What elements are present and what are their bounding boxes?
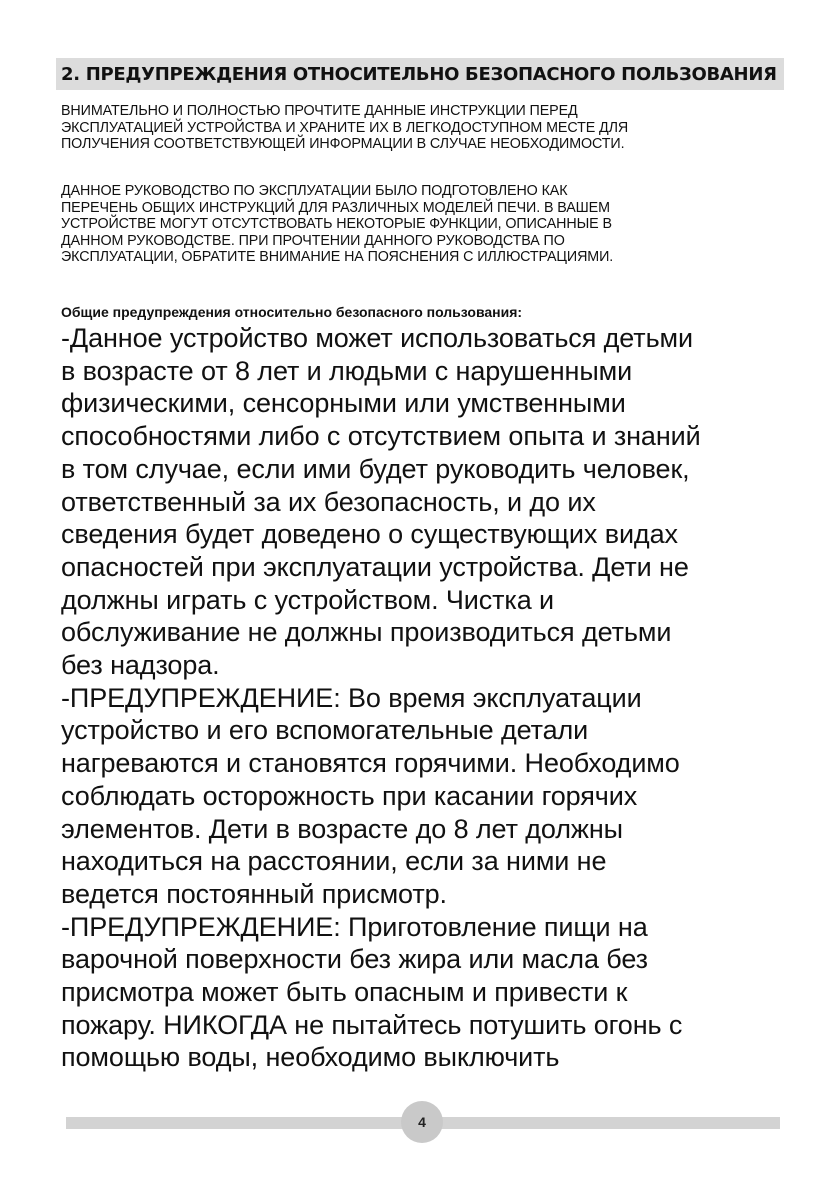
page-number-badge: [401, 1101, 443, 1143]
section-title: 2. ПРЕДУПРЕЖДЕНИЯ ОТНОСИТЕЛЬНО БЕЗОПАСНОГО ПОЛЬЗОВАНИЯ: [61, 63, 777, 85]
general-warnings-subheading: Общие предупреждения относительно безопасного пользования:: [61, 304, 523, 320]
page-number: 4: [418, 1114, 426, 1130]
section-header: [56, 58, 784, 90]
intro-paragraph-read-instructions: ВНИМАТЕЛЬНО И ПОЛНОСТЬЮ ПРОЧТИТЕ ДАННЫЕ ИНСТРУКЦИИ ПЕРЕД ЭКСПЛУАТАЦИЕЙ УСТРОЙСТВА И ХРАНИТЕ ИХ В ЛЕГКОДОСТУПНОМ МЕСТЕ ДЛЯ ПОЛУЧЕНИЯ СООТВЕТСТВУЮЩЕЙ ИНФОРМАЦИИ В СЛУЧАЕ НЕОБХОДИМОСТИ.: [61, 103, 629, 152]
general-warnings-body: -Данное устройство может использоваться детьми в возрасте от 8 лет и людьми с нарушенными физическими, сенсорными или умственными способностями либо с отсутствием опыта и знаний в том случае, если ими будет руководить человек, ответственный за их безопасность, и до их сведения будет доведено о существующих видах опасностей при эксплуатации устройства. Дети не должны играть с устройством. Чистка и обслуживание не должны производиться детьми без надзора. -ПРЕДУПРЕЖДЕНИЕ: Во время эксплуатации устройство и его вспомогательные детали нагреваются и становятся горячими. Необходимо соблюдать осторожность при касании горячих элементов. Дети в возрасте до 8 лет должны находиться на расстоянии, если за ними не ведется постоянный присмотр. -ПРЕДУПРЕЖДЕНИЕ: Приготовление пищи на варочной поверхности без жира или масла без присмотра может быть опасным и привести к пожару. НИКОГДА не пытайтесь потушить огонь с помощью воды, необходимо выключить: [61, 323, 701, 1073]
intro-paragraph-manual-scope: ДАННОЕ РУКОВОДСТВО ПО ЭКСПЛУАТАЦИИ БЫЛО ПОДГОТОВЛЕНО КАК ПЕРЕЧЕНЬ ОБЩИХ ИНСТРУКЦИЙ ДЛЯ РАЗЛИЧНЫХ МОДЕЛЕЙ ПЕЧИ. В ВАШЕМ УСТРОЙСТВЕ МОГУТ ОТСУТСТВОВАТЬ НЕКОТОРЫЕ ФУНКЦИИ, ОПИСАННЫЕ В ДАННОМ РУКОВОДСТВЕ. ПРИ ПРОЧТЕНИИ ДАННОГО РУКОВОДСТВА ПО ЭКСПЛУАТАЦИИ, ОБРАТИТЕ ВНИМАНИЕ НА ПОЯСНЕНИЯ С ИЛЛЮСТРАЦИЯМИ.: [61, 183, 614, 265]
